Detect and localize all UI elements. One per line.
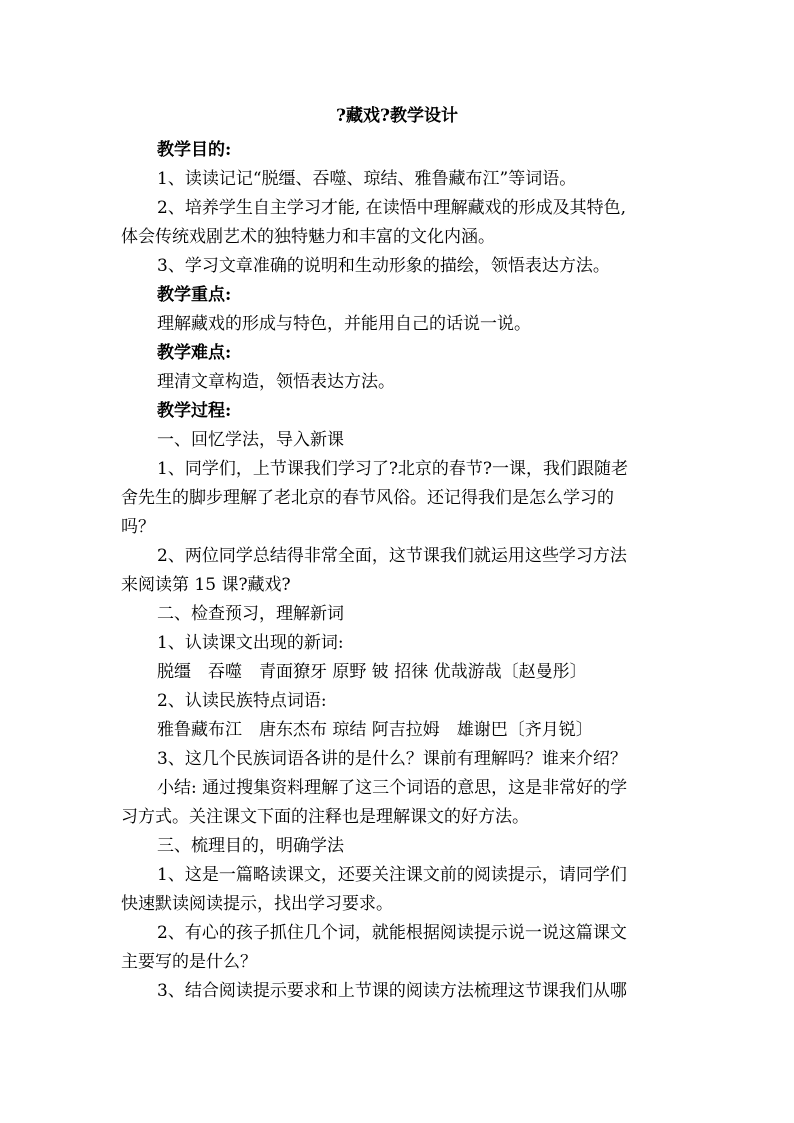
paragraph-line: 二、检查预习，理解新词 — [157, 604, 344, 624]
paragraph-line: 2、培养学生自主学习才能, 在读悟中理解藏戏的形成及其特色, — [157, 198, 627, 218]
section-heading: 教学难点: — [157, 343, 232, 363]
paragraph-line: 脱缰 吞噬 青面獠牙 原野 铍 招徕 优哉游哉〔赵曼彤〕 — [157, 662, 587, 682]
paragraph-line: 3、结合阅读提示要求和上节课的阅读方法梳理这节课我们从哪 — [157, 981, 627, 1001]
paragraph-line: 1、同学们，上节课我们学习了?北京的春节?一课，我们跟随老 — [157, 459, 629, 479]
paragraph-line: 主要写的是什么？ — [121, 952, 257, 972]
document-body — [121, 136, 681, 1006]
paragraph-line: 快速默读阅读提示，找出学习要求。 — [121, 894, 393, 914]
paragraph-line: 3、学习文章准确的说明和生动形象的描绘，领悟表达方法。 — [157, 256, 610, 276]
paragraph-line: 小结: 通过搜集资料理解了这三个词语的意思，这是非常好的学 — [157, 778, 628, 798]
paragraph-line: 1、读读记记“脱缰、吞噬、琼结、雅鲁藏布江”等词语。 — [157, 169, 577, 189]
paragraph-line: 2、认读民族特点词语: — [157, 691, 327, 711]
section-heading: 教学过程: — [157, 401, 232, 421]
document-title: ?藏戏?教学设计 — [336, 106, 458, 126]
paragraph-line: 吗？ — [121, 517, 155, 537]
paragraph-line: 体会传统戏剧艺术的独特魅力和丰富的文化内涵。 — [121, 227, 495, 247]
section-heading: 教学目的: — [157, 140, 232, 160]
paragraph-line: 来阅读第 15 课?藏戏? — [121, 575, 291, 595]
paragraph-line: 三、梳理目的，明确学法 — [157, 836, 344, 856]
paragraph-line: 雅鲁藏布江 唐东杰布 琼结 阿吉拉姆 雄谢巴〔齐月锐〕 — [157, 720, 593, 740]
paragraph-line: 理解藏戏的形成与特色，并能用自己的话说一说。 — [157, 314, 531, 334]
paragraph-line: 1、这是一篇略读课文，还要关注课文前的阅读提示，请同学们 — [157, 865, 627, 885]
paragraph-line: 2、有心的孩子抓住几个词，就能根据阅读提示说一说这篇课文 — [157, 923, 627, 943]
paragraph-line: 1、认读课文出现的新词: — [157, 633, 344, 653]
section-heading: 教学重点: — [157, 285, 232, 305]
paragraph-line: 舍先生的脚步理解了老北京的春节风俗。还记得我们是怎么学习的 — [121, 488, 614, 508]
paragraph-line: 一、回忆学法，导入新课 — [157, 430, 344, 450]
paragraph-line: 习方式。关注课文下面的注释也是理解课文的好方法。 — [121, 807, 529, 827]
paragraph-line: 3、这几个民族词语各讲的是什么？课前有理解吗？谁来介绍？ — [157, 749, 627, 769]
paragraph-line: 理清文章构造，领悟表达方法。 — [157, 372, 395, 392]
paragraph-line: 2、两位同学总结得非常全面，这节课我们就运用这些学习方法 — [157, 546, 627, 566]
